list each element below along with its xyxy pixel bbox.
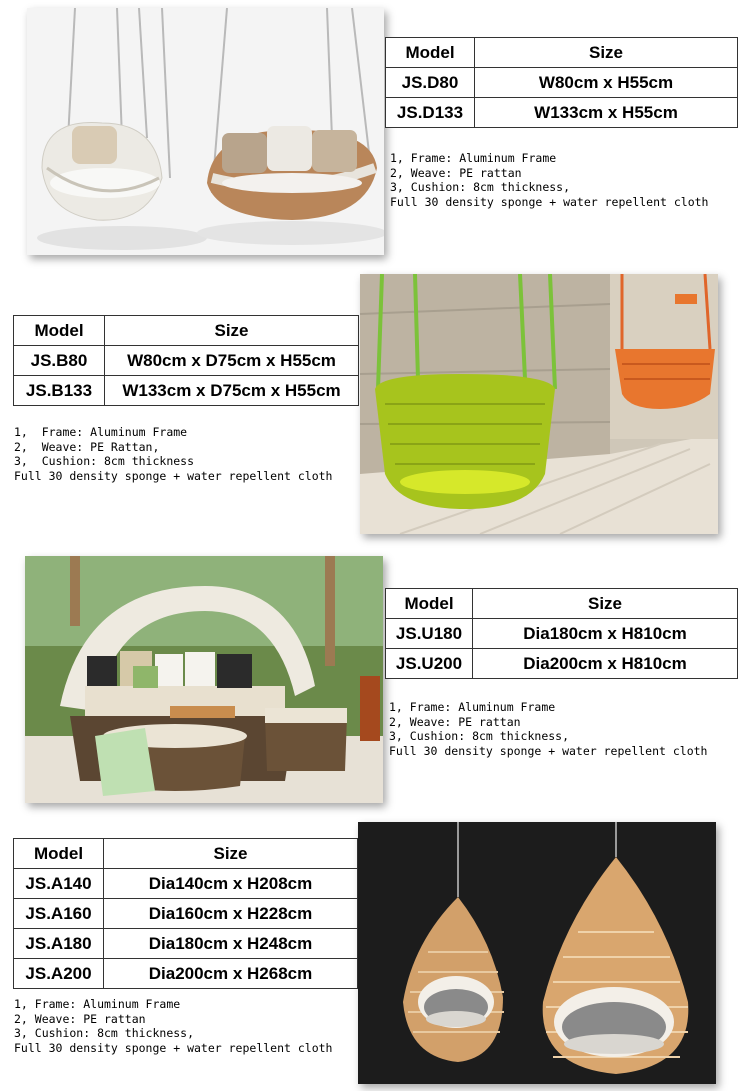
table-row xyxy=(14,346,359,376)
product-photo-canopy-daybed xyxy=(25,556,383,803)
spec-table-nest-pods xyxy=(13,838,358,989)
note-line: 1, Frame: Aluminum Frame xyxy=(389,700,556,714)
note-line: Full 30 density sponge + water repellent cloth xyxy=(390,194,709,209)
model-cell: JS.U200 xyxy=(386,649,473,679)
spec-notes xyxy=(390,151,709,209)
note-line: Full 30 density sponge + water repellent cloth xyxy=(14,1040,333,1055)
table-row xyxy=(386,649,738,679)
table-row xyxy=(14,899,358,929)
column-header-model: Model xyxy=(386,589,473,619)
model-cell: JS.A200 xyxy=(14,959,104,989)
size-cell: W133cm x D75cm x H55cm xyxy=(105,376,359,406)
note-line: 3, Cushion: 8cm thickness, xyxy=(390,180,571,194)
size-cell: Dia180cm x H248cm xyxy=(104,929,358,959)
table-row xyxy=(14,869,358,899)
size-cell: W80cm x D75cm x H55cm xyxy=(105,346,359,376)
model-cell: JS.A160 xyxy=(14,899,104,929)
model-cell: JS.A140 xyxy=(14,869,104,899)
size-cell: W133cm x H55cm xyxy=(475,98,738,128)
product-photo-nest-pods xyxy=(358,822,716,1084)
note-line: 2, Weave: PE rattan xyxy=(389,714,521,729)
table-row xyxy=(14,376,359,406)
table-row xyxy=(386,98,738,128)
note-line: 1, Frame: Aluminum Frame xyxy=(390,151,557,165)
product-photo-swing-beds xyxy=(27,8,384,255)
note-line: 3, Cushion: 8cm thickness xyxy=(14,454,195,468)
size-cell: Dia160cm x H228cm xyxy=(104,899,358,929)
model-cell: JS.A180 xyxy=(14,929,104,959)
model-cell: JS.B80 xyxy=(14,346,105,376)
size-cell: Dia200cm x H268cm xyxy=(104,959,358,989)
note-line: 2, Weave: PE Rattan, xyxy=(14,439,160,454)
model-cell: JS.D133 xyxy=(386,98,475,128)
spec-table-swing-beds xyxy=(385,37,738,128)
spec-notes xyxy=(14,997,333,1055)
note-line: Full 30 density sponge + water repellent cloth xyxy=(389,743,708,758)
column-header-size: Size xyxy=(104,839,358,869)
note-line: 2, Weave: PE rattan xyxy=(14,1011,146,1026)
table-row xyxy=(386,68,738,98)
size-cell: Dia180cm x H810cm xyxy=(473,619,738,649)
table-row xyxy=(14,959,358,989)
column-header-size: Size xyxy=(473,589,738,619)
product-photo-basket-swings xyxy=(360,274,718,534)
model-cell: JS.U180 xyxy=(386,619,473,649)
column-header-size: Size xyxy=(105,316,359,346)
model-cell: JS.D80 xyxy=(386,68,475,98)
size-cell: W80cm x H55cm xyxy=(475,68,738,98)
column-header-model: Model xyxy=(386,38,475,68)
spec-table-basket-swings xyxy=(13,315,359,406)
size-cell: Dia140cm x H208cm xyxy=(104,869,358,899)
size-cell: Dia200cm x H810cm xyxy=(473,649,738,679)
spec-notes xyxy=(389,700,708,758)
note-line: Full 30 density sponge + water repellent cloth xyxy=(14,468,333,483)
column-header-model: Model xyxy=(14,839,104,869)
note-line: 2, Weave: PE rattan xyxy=(390,165,522,180)
note-line: 3, Cushion: 8cm thickness, xyxy=(14,1026,195,1040)
note-line: 1, Frame: Aluminum Frame xyxy=(14,997,181,1011)
spec-table-canopy-daybed xyxy=(385,588,738,679)
spec-notes xyxy=(14,425,333,483)
note-line: 3, Cushion: 8cm thickness, xyxy=(389,729,570,743)
table-row xyxy=(386,619,738,649)
table-row xyxy=(14,929,358,959)
column-header-model: Model xyxy=(14,316,105,346)
note-line: 1, Frame: Aluminum Frame xyxy=(14,425,188,439)
column-header-size: Size xyxy=(475,38,738,68)
model-cell: JS.B133 xyxy=(14,376,105,406)
